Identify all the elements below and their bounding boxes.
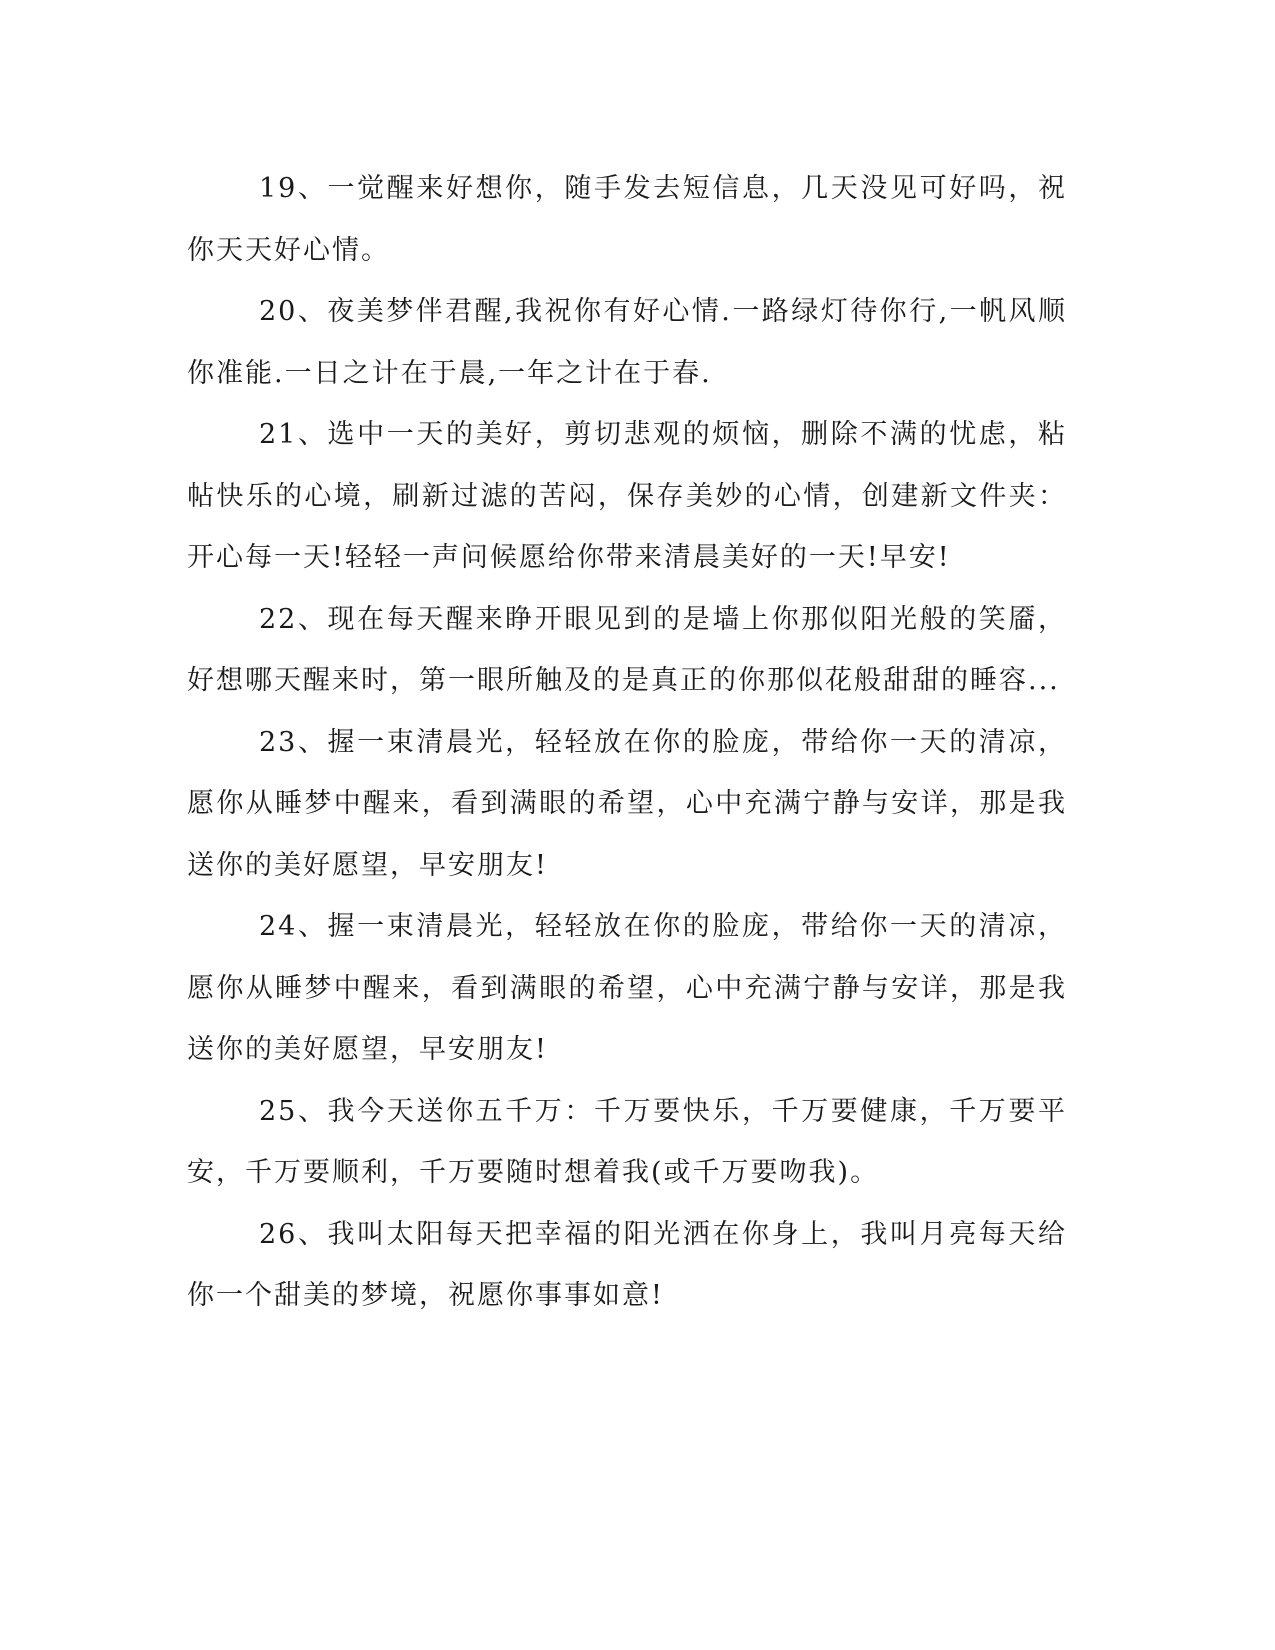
paragraph-25: 25、我今天送你五千万：千万要快乐，千万要健康，千万要平安，千万要顺利，千万要随时想着我(或千万要吻我)。 <box>187 1095 1067 1188</box>
document-body <box>187 158 1067 1327</box>
paragraph-22: 22、现在每天醒来睁开眼见到的是墙上你那似阳光般的笑靥，好想哪天醒来时，第一眼所触及的是真正的你那似花般甜甜的睡容... <box>187 603 1067 696</box>
paragraph-21: 21、选中一天的美好，剪切悲观的烦恼，删除不满的忧虑，粘帖快乐的心境，刷新过滤的苦闷，保存美妙的心情，创建新文件夹：开心每一天!轻轻一声问候愿给你带来清晨美好的一天!早安! <box>187 419 1067 573</box>
paragraph-20: 20、夜美梦伴君醒,我祝你有好心情.一路绿灯待你行,一帆风顺你准能.一日之计在于晨,一年之计在于春. <box>187 296 1067 389</box>
paragraph-23: 23、握一束清晨光，轻轻放在你的脸庞，带给你一天的清凉，愿你从睡梦中醒来，看到满眼的希望，心中充满宁静与安详，那是我送你的美好愿望，早安朋友! <box>187 726 1067 881</box>
paragraph-24: 24、握一束清晨光，轻轻放在你的脸庞，带给你一天的清凉，愿你从睡梦中醒来，看到满眼的希望，心中充满宁静与安详，那是我送你的美好愿望，早安朋友! <box>187 911 1067 1065</box>
paragraph-26: 26、我叫太阳每天把幸福的阳光洒在你身上，我叫月亮每天给你一个甜美的梦境，祝愿你事事如意! <box>187 1218 1067 1311</box>
paragraph-19: 19、一觉醒来好想你，随手发去短信息，几天没见可好吗，祝你天天好心情。 <box>187 173 1067 266</box>
